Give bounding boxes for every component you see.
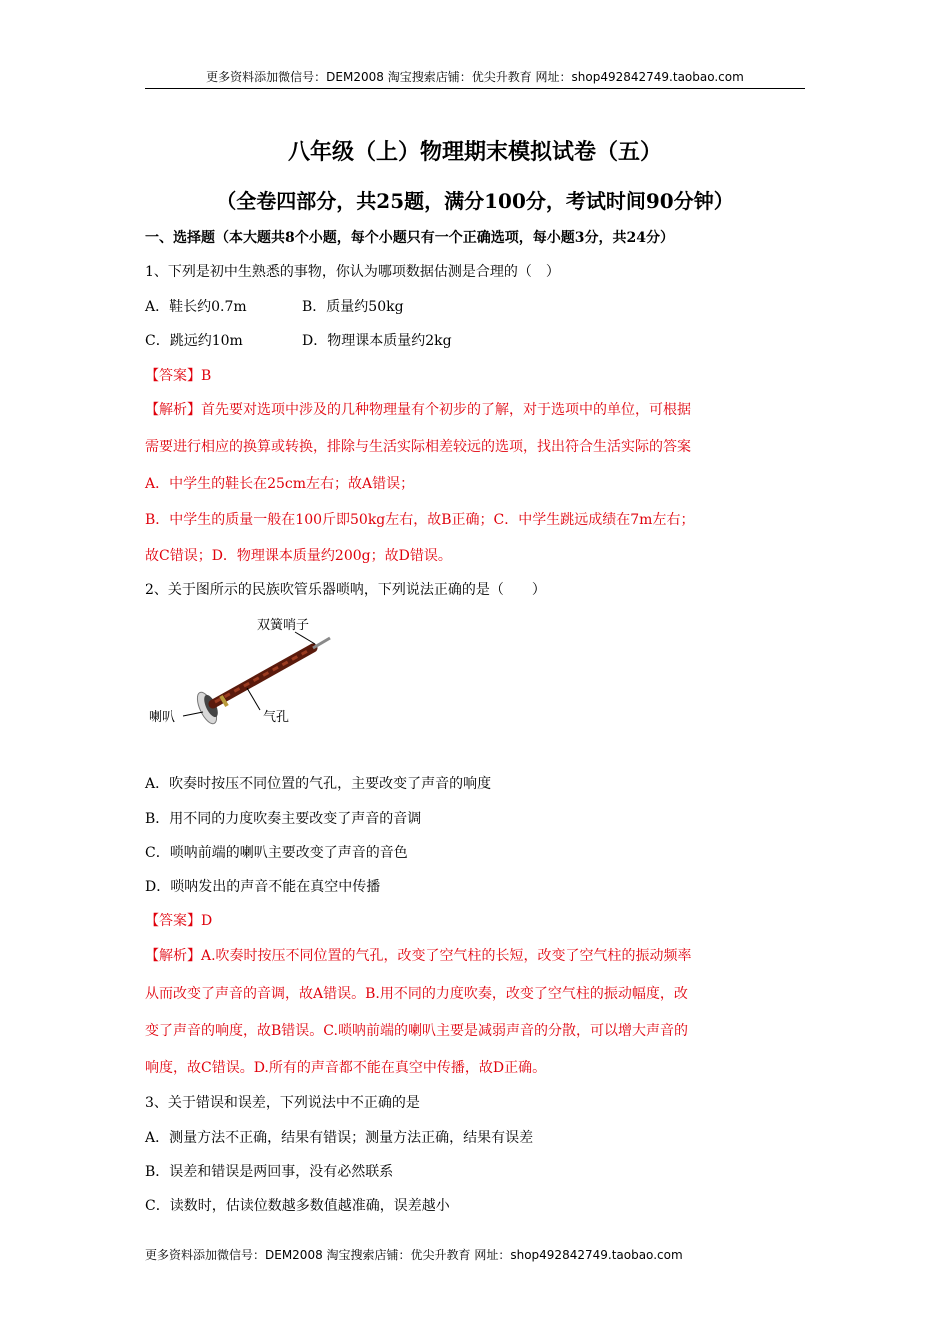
page-title: 八年级（上）物理期末模拟试卷（五）	[287, 139, 662, 165]
page-subtitle: （全卷四部分，共25题，满分100分，考试时间90分钟）	[216, 189, 734, 213]
suona-figure	[145, 612, 335, 742]
q1-answer: 【答案】B	[145, 368, 212, 384]
q2-answer: 【答案】D	[145, 913, 213, 929]
q3-stem: 3、关于错误和误差，下列说法中不正确的是	[145, 1095, 420, 1111]
label-reed: 双簧哨子	[257, 618, 310, 633]
label-air-hole: 气孔	[263, 710, 290, 725]
q2-analysis-line: 【解析】A.吹奏时按压不同位置的气孔，改变了空气柱的长短，改变了空气柱的振动频率	[145, 948, 692, 964]
q3-option-b: B．误差和错误是两回事，没有必然联系	[145, 1164, 394, 1180]
q2-option-d: D．唢呐发出的声音不能在真空中传播	[145, 879, 381, 895]
section-heading: 一、选择题（本大题共8个小题，每个小题只有一个正确选项，每小题3分，共24分）	[145, 230, 674, 246]
q2-option-b: B．用不同的力度吹奏主要改变了声音的音调	[145, 811, 422, 827]
page-header: 更多资料添加微信号：DEM2008 淘宝搜索店铺：优尖升教育 网址：shop492842749.taobao.com	[206, 70, 744, 84]
label-horn: 喇叭	[149, 710, 176, 725]
q2-stem: 2、关于图所示的民族吹管乐器唢呐，下列说法正确的是（ ）	[145, 582, 546, 598]
header-divider	[145, 88, 805, 89]
q1-analysis-line: 故C错误；D．物理课本质量约200g；故D错误。	[145, 548, 452, 564]
q1-option-b: B．质量约50kg	[302, 299, 404, 315]
q3-option-a: A．测量方法不正确，结果有错误；测量方法正确，结果有误差	[145, 1130, 534, 1146]
q2-analysis-line: 响度，故C错误。D.所有的声音都不能在真空中传播，故D正确。	[145, 1060, 547, 1076]
q2-analysis-line: 变了声音的响度，故B错误。C.唢呐前端的喇叭主要是减弱声音的分散，可以增大声音的	[145, 1023, 688, 1039]
q1-option-a: A．鞋长约0.7m	[145, 299, 247, 315]
q1-analysis-line: 需要进行相应的换算或转换，排除与生活实际相差较远的选项，找出符合生活实际的答案	[145, 439, 691, 455]
q1-option-d: D．物理课本质量约2kg	[302, 333, 452, 349]
page-footer: 更多资料添加微信号：DEM2008 淘宝搜索店铺：优尖升教育 网址：shop492842749.taobao.com	[145, 1248, 683, 1262]
q1-stem: 1、下列是初中生熟悉的事物，你认为哪项数据估测是合理的（ ）	[145, 264, 560, 280]
q1-analysis-line: B．中学生的质量一般在100斤即50kg左右，故B正确；C．中学生跳远成绩在7m左右；	[145, 512, 695, 528]
q2-option-a: A．吹奏时按压不同位置的气孔，主要改变了声音的响度	[145, 776, 492, 792]
q1-analysis-line: 【解析】首先要对选项中涉及的几种物理量有个初步的了解，对于选项中的单位，可根据	[145, 402, 691, 418]
q3-option-c: C．读数时，估读位数越多数值越准确，误差越小	[145, 1198, 450, 1214]
q1-option-c: C．跳远约10m	[145, 333, 243, 349]
q2-analysis-line: 从而改变了声音的音调，故A错误。B.用不同的力度吹奏，改变了空气柱的振动幅度，改	[145, 986, 688, 1002]
q2-option-c: C．唢呐前端的喇叭主要改变了声音的音色	[145, 845, 408, 861]
q1-analysis-line: A．中学生的鞋长在25cm左右；故A错误；	[145, 476, 415, 492]
